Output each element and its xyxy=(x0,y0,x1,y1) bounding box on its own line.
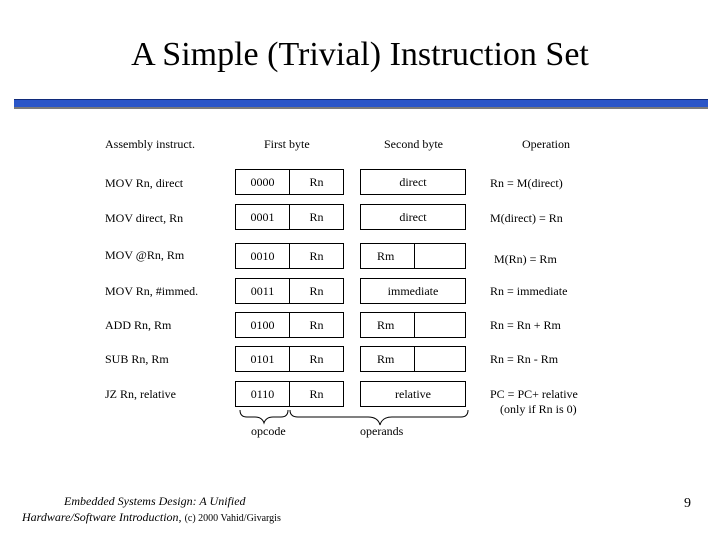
header-second-byte: Second byte xyxy=(384,137,443,151)
footer-citation xyxy=(22,493,281,527)
rm-cell: Rm xyxy=(360,346,415,372)
instr-mov-indirect: MOV @Rn, Rm xyxy=(105,248,185,262)
second-byte-cell: immediate xyxy=(360,278,466,304)
footer-line1: Embedded Systems Design: A Unified xyxy=(64,494,246,508)
slide-title: A Simple (Trivial) Instruction Set xyxy=(131,36,589,73)
second-byte-cell: direct xyxy=(360,204,466,230)
header-first-byte: First byte xyxy=(264,137,310,151)
operands-label: operands xyxy=(360,424,404,438)
second-byte-cell: direct xyxy=(360,169,466,195)
operands-brace xyxy=(290,410,468,425)
opcode-cell: 0100 xyxy=(235,312,290,338)
rn-cell: Rn xyxy=(289,169,344,195)
instr-mov-direct-rn: MOV direct, Rn xyxy=(105,211,184,225)
footer-book-title: Hardware/Software Introduction, xyxy=(22,510,182,524)
opcode-cell: 0011 xyxy=(235,278,290,304)
opcode-cell: 0001 xyxy=(235,204,290,230)
rm-cell: Rm xyxy=(360,312,415,338)
operation-text: Rn = immediate xyxy=(490,284,568,298)
operation-text: Rn = Rn + Rm xyxy=(490,318,561,332)
operation-note: (only if Rn is 0) xyxy=(500,402,577,416)
instr-add: ADD Rn, Rm xyxy=(105,318,172,332)
header-assembly: Assembly instruct. xyxy=(105,137,195,151)
rn-cell: Rn xyxy=(289,381,344,407)
footer-copyright: (c) 2000 Vahid/Givargis xyxy=(184,513,281,524)
operation-text: PC = PC+ relative xyxy=(490,387,578,401)
instr-sub: SUB Rn, Rm xyxy=(105,352,169,366)
operation-text: M(Rn) = Rm xyxy=(494,252,557,266)
instr-mov-rn-direct: MOV Rn, direct xyxy=(105,176,184,190)
operation-text: Rn = Rn - Rm xyxy=(490,352,559,366)
rn-cell: Rn xyxy=(289,278,344,304)
operation-text: M(direct) = Rn xyxy=(490,211,563,225)
rn-cell: Rn xyxy=(289,346,344,372)
rm-cell: Rm xyxy=(360,243,415,269)
opcode-label: opcode xyxy=(251,424,286,438)
instr-jz: JZ Rn, relative xyxy=(105,387,176,401)
footer-line2 xyxy=(22,509,281,527)
rn-cell: Rn xyxy=(289,243,344,269)
header-operation: Operation xyxy=(522,137,570,151)
page-number: 9 xyxy=(684,496,691,511)
opcode-cell: 0000 xyxy=(235,169,290,195)
rn-cell: Rn xyxy=(289,312,344,338)
instr-mov-immediate: MOV Rn, #immed. xyxy=(105,284,199,298)
opcode-brace xyxy=(240,410,288,423)
opcode-cell: 0101 xyxy=(235,346,290,372)
operation-text: Rn = M(direct) xyxy=(490,176,563,190)
opcode-cell: 0110 xyxy=(235,381,290,407)
rn-cell: Rn xyxy=(289,204,344,230)
second-byte-cell: relative xyxy=(360,381,466,407)
opcode-cell: 0010 xyxy=(235,243,290,269)
